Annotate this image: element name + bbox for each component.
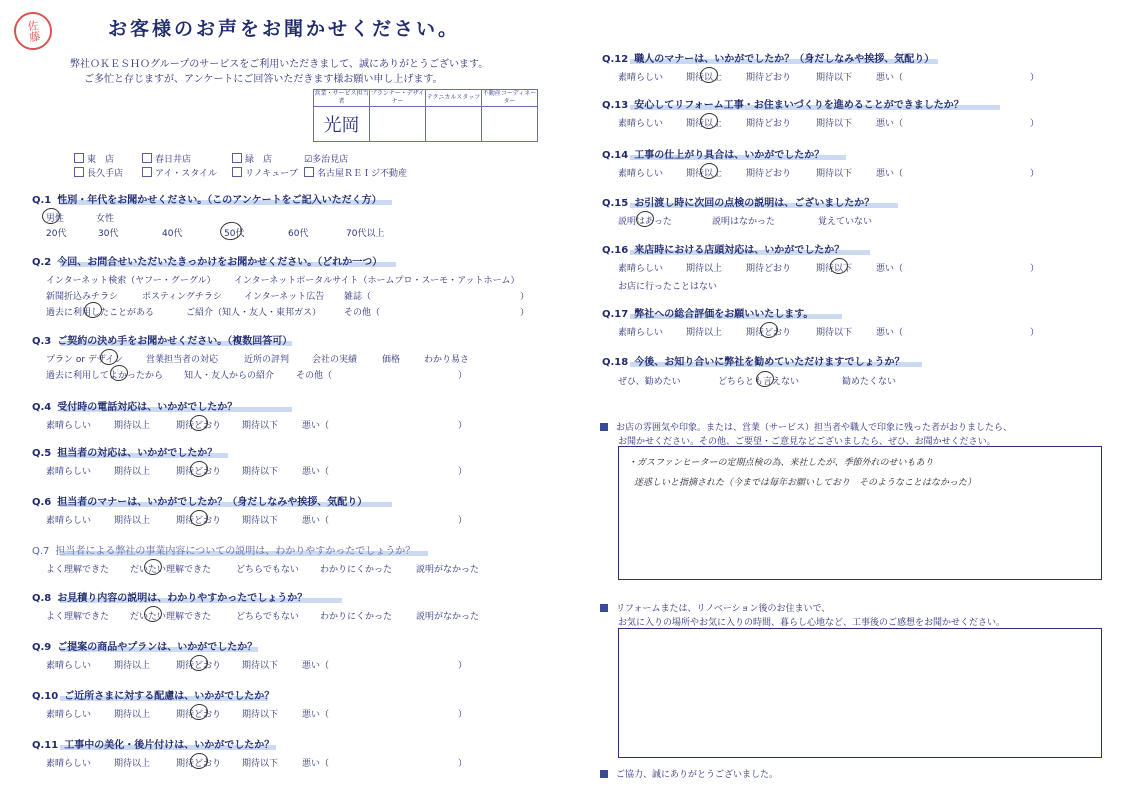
option-good-experience[interactable]: 過去に利用してよかったから (46, 371, 164, 381)
option-other[interactable]: その他（ (296, 371, 333, 381)
staff-header: プランナー・デザイナー (370, 90, 425, 105)
page-title: お客様のお声をお聞かせください。 (108, 18, 461, 40)
q17-option[interactable]: 期待以下 (816, 328, 853, 338)
q15-option[interactable]: 説明はなかった (712, 217, 776, 227)
store-east[interactable]: 東 店 (74, 152, 114, 165)
option-acquaintance-referral[interactable]: 知人・友人からの紹介 (184, 371, 275, 381)
option-referral[interactable]: ご紹介（知人・友人・東邦ガス） (186, 308, 322, 318)
comment2-heading-2: お気に入りの場所やお気に入りの時間、暮らし心地など、工事後のご感想をお聞かせください。 (618, 618, 1006, 628)
paren-close: ） (1030, 264, 1040, 274)
paren-close: ） (458, 516, 468, 526)
q13-option[interactable]: 素晴らしい (618, 119, 664, 129)
q8-option[interactable]: だいたい理解できた (130, 612, 212, 622)
q9-option[interactable]: 素晴らしい (46, 661, 92, 671)
comment1-handwriting-1: ・ガスファンヒーターの定期点検の為、来社したが、季節外れのせいもあり (628, 458, 934, 468)
paren-close: ） (1030, 73, 1040, 83)
option-50s[interactable]: 50代 (224, 229, 245, 239)
option-female[interactable]: 女性 (96, 214, 115, 224)
question-q9: Q.9 ご提案の商品やプランは、いかがでしたか？ (32, 642, 258, 653)
q4-option[interactable]: 期待以下 (242, 421, 279, 431)
q6-option[interactable]: 期待どおり (176, 516, 222, 526)
q18-option[interactable]: ぜひ、勧めたい (618, 377, 681, 387)
q18-option[interactable]: 勧めたくない (842, 377, 897, 387)
q5-option[interactable]: 悪い（ (302, 467, 330, 477)
option-reputation[interactable]: 近所の評判 (244, 355, 290, 365)
q16-no-visit[interactable]: お店に行ったことはない (618, 282, 718, 292)
store-tajimi[interactable]: ☑多治見店 (304, 155, 349, 165)
option-30s[interactable]: 30代 (98, 229, 119, 239)
q11-option[interactable]: 期待どおり (176, 759, 222, 769)
question-q11: Q.11 工事中の美化・後片付けは、いかがでしたか？ (32, 740, 275, 751)
question-q12: Q.12 職人のマナーは、いかがでしたか？（身だしなみや挨拶、気配り） (602, 54, 935, 65)
q16-option[interactable]: 期待以上 (686, 264, 723, 274)
paren-close: ） (1030, 328, 1040, 338)
question-q7: Q.7 担当者による弊社の事業内容についての説明は、わかりやすかったでしょうか？ (32, 546, 416, 557)
question-q4: Q.4 受付時の電話対応は、いかがでしたか？ (32, 402, 238, 413)
paren-close: ） (520, 292, 530, 302)
square-bullet-icon (600, 604, 608, 612)
q7-option[interactable]: どちらでもない (236, 565, 299, 575)
comment1-heading-2: お聞かせください。その他、ご要望・ご意見などございましたら、ぜひ、お聞かせください。 (618, 437, 996, 447)
comment1-handwriting-2: 迷惑しいと指摘された（今までは毎年お願いしており そのようなことはなかった） (634, 478, 977, 488)
q4-option[interactable]: 期待以上 (114, 421, 151, 431)
q10-option[interactable]: 悪い（ (302, 710, 330, 720)
store-renocube[interactable]: リノキューブ (232, 166, 298, 179)
intro-line-2: ご多忙と存じますが、アンケートにご回答いただきます様お願い申し上げます。 (84, 74, 443, 85)
q12-option[interactable]: 期待以上 (686, 73, 723, 83)
q8-option[interactable]: 説明がなかった (416, 612, 480, 622)
option-clarity[interactable]: わかり易さ (424, 355, 470, 365)
q6-option[interactable]: 素晴らしい (46, 516, 92, 526)
checkbox-icon (232, 167, 242, 177)
q9-option[interactable]: 期待どおり (176, 661, 222, 671)
option-60s[interactable]: 60代 (288, 229, 309, 239)
q10-option[interactable]: 素晴らしい (46, 710, 92, 720)
square-bullet-icon (600, 770, 608, 778)
question-q6: Q.6 担当者のマナーは、いかがでしたか？（身だしなみや挨拶、気配り） (32, 497, 368, 508)
q16-option[interactable]: 期待以下 (816, 264, 853, 274)
option-magazine[interactable]: 雑誌（ (344, 292, 372, 302)
q18-option[interactable]: どちらとも言えない (718, 377, 800, 387)
q6-option[interactable]: 期待以下 (242, 516, 279, 526)
q9-option[interactable]: 期待以上 (114, 661, 151, 671)
q14-option[interactable]: 期待以下 (816, 169, 853, 179)
q13-option[interactable]: 期待以上 (686, 119, 723, 129)
question-q1: Q.1 性別・年代をお聞かせください。（このアンケートをご記入いただく方） (32, 195, 382, 206)
option-past-use[interactable]: 過去に利用したことがある (46, 308, 155, 318)
q17-option[interactable]: 期待以上 (686, 328, 723, 338)
q5-option[interactable]: 期待どおり (176, 467, 222, 477)
option-male[interactable]: 男性 (46, 214, 65, 224)
q5-option[interactable]: 期待以下 (242, 467, 279, 477)
question-q13: Q.13 安心してリフォーム工事・お住まいづくりを進めることができましたか？ (602, 100, 964, 111)
q14-option[interactable]: 素晴らしい (618, 169, 664, 179)
checkbox-icon (232, 153, 242, 163)
q8-option[interactable]: どちらでもない (236, 612, 299, 622)
staff-value-technical[interactable] (426, 107, 482, 142)
q13-option[interactable]: 期待どおり (746, 119, 792, 129)
staff-table (313, 89, 538, 142)
question-q14: Q.14 工事の仕上がり具合は、いかがでしたか？ (602, 150, 825, 161)
q12-option[interactable]: 素晴らしい (618, 73, 664, 83)
store-nagakute[interactable]: 長久手店 (74, 166, 123, 179)
question-q5: Q.5 担当者の対応は、いかがでしたか？ (32, 448, 218, 459)
option-plan-design[interactable]: プラン or デザイン (46, 355, 124, 365)
option-40s[interactable]: 40代 (162, 229, 183, 239)
square-bullet-icon (600, 423, 608, 431)
question-q10: Q.10 ご近所さまに対する配慮は、いかがでしたか？ (32, 691, 275, 702)
option-70s-plus[interactable]: 70代以上 (346, 229, 385, 239)
option-other[interactable]: その他（ (344, 308, 381, 318)
question-q18: Q.18 今後、お知り合いに弊社を勧めていただけますでしょうか？ (602, 357, 905, 368)
store-nagoya-rei[interactable]: 名古屋ＲＥＩジ不動産 (304, 166, 407, 179)
paren-close: ） (520, 308, 530, 318)
q8-option[interactable]: よく理解できた (46, 612, 110, 622)
q4-option[interactable]: 期待どおり (176, 421, 222, 431)
staff-header: 営業・サービス担当者 (314, 90, 369, 105)
comment2-box[interactable] (618, 628, 1102, 758)
paren-close: ） (458, 467, 468, 477)
store-kasugai[interactable]: 春日井店 (142, 152, 191, 165)
q12-option[interactable]: 悪い（ (876, 73, 904, 83)
checkbox-icon (304, 167, 314, 177)
question-q2: Q.2 今回、お問合せいただいたきっかけをお聞かせください。（どれか一つ） (32, 257, 383, 268)
comment2-heading-1: リフォームまたは、リノベーション後のお住まいで、 (600, 601, 830, 614)
question-q8: Q.8 お見積り内容の説明は、わかりやすかったでしょうか？ (32, 593, 308, 604)
q5-option[interactable]: 期待以上 (114, 467, 151, 477)
q15-option[interactable]: 説明はあった (618, 217, 672, 227)
q11-option[interactable]: 悪い（ (302, 759, 330, 769)
staff-header: テクニカルスタッフ (426, 90, 482, 107)
option-sales-response[interactable]: 営業担当者の対応 (146, 355, 219, 365)
q9-option[interactable]: 期待以下 (242, 661, 279, 671)
q10-option[interactable]: 期待どおり (176, 710, 222, 720)
staff-value-planner[interactable] (370, 107, 426, 142)
intro-line-1: 弊社ＯＫＥＳＨＯグループのサービスをご利用いただきまして、誠にありがとうございます。 (70, 59, 489, 70)
option-20s[interactable]: 20代 (46, 229, 67, 239)
q7-option[interactable]: 説明がなかった (416, 565, 480, 575)
option-portal-site[interactable]: インターネットポータルサイト（ホームプロ・スーモ・アットホーム） (234, 276, 520, 286)
question-q17: Q.17 弊社への総合評価をお願いいたします。 (602, 309, 814, 320)
q10-option[interactable]: 期待以下 (242, 710, 279, 720)
staff-value-realestate[interactable] (482, 107, 538, 142)
checkbox-icon (74, 153, 84, 163)
footer-thanks: ご協力、誠にありがとうございました。 (600, 767, 778, 780)
q7-option[interactable]: だいたい理解できた (130, 565, 212, 575)
q4-option[interactable]: 素晴らしい (46, 421, 92, 431)
option-newspaper-flyer[interactable]: 新聞折込みチラシ (46, 292, 119, 302)
q6-option[interactable]: 期待以上 (114, 516, 151, 526)
staff-value-sales[interactable]: 光岡 (314, 107, 370, 142)
q11-option[interactable]: 期待以上 (114, 759, 151, 769)
paren-close: ） (1030, 169, 1040, 179)
q8-option[interactable]: わかりにくかった (320, 612, 393, 622)
q17-option[interactable]: 期待どおり (746, 328, 792, 338)
q16-option[interactable]: 悪い（ (876, 264, 904, 274)
q11-option[interactable]: 期待以下 (242, 759, 279, 769)
q9-option[interactable]: 悪い（ (302, 661, 330, 671)
q16-option[interactable]: 素晴らしい (618, 264, 664, 274)
q11-option[interactable]: 素晴らしい (46, 759, 92, 769)
question-q15: Q.15 お引渡し時に次回の点検の説明は、ございましたか？ (602, 198, 875, 209)
paren-close: ） (458, 661, 468, 671)
q10-option[interactable]: 期待以上 (114, 710, 151, 720)
q6-option[interactable]: 悪い（ (302, 516, 330, 526)
paren-close: ） (458, 710, 468, 720)
q14-option[interactable]: 悪い（ (876, 169, 904, 179)
checkbox-icon (142, 167, 152, 177)
staff-header: 不動産コーディネーター (482, 90, 537, 105)
q15-option[interactable]: 覚えていない (818, 217, 873, 227)
q16-option[interactable]: 期待どおり (746, 264, 792, 274)
option-internet-search[interactable]: インターネット検索（ヤフー・グーグル） (46, 276, 216, 286)
q14-option[interactable]: 期待以上 (686, 169, 723, 179)
q17-option[interactable]: 悪い（ (876, 328, 904, 338)
q14-option[interactable]: 期待どおり (746, 169, 792, 179)
checkbox-icon (142, 153, 152, 163)
q12-option[interactable]: 期待以下 (816, 73, 853, 83)
paren-close: ） (458, 759, 468, 769)
option-track-record[interactable]: 会社の実績 (312, 355, 358, 365)
q13-option[interactable]: 悪い（ (876, 119, 904, 129)
q5-option[interactable]: 素晴らしい (46, 467, 92, 477)
q13-option[interactable]: 期待以下 (816, 119, 853, 129)
paren-close: ） (1030, 119, 1040, 129)
q12-option[interactable]: 期待どおり (746, 73, 792, 83)
paren-close: ） (458, 421, 468, 431)
store-istyle[interactable]: アイ・スタイル (142, 166, 217, 179)
question-q16: Q.16 来店時における店頭対応は、いかがでしたか？ (602, 245, 845, 256)
option-posting-flyer[interactable]: ポスティングチラシ (142, 292, 222, 302)
comment1-heading-1: お店の雰囲気や印象。または、営業（サービス）担当者や職人で印象に残った者がおりましたら、 (600, 420, 1012, 433)
q7-option[interactable]: よく理解できた (46, 565, 110, 575)
q4-option[interactable]: 悪い（ (302, 421, 330, 431)
q17-option[interactable]: 素晴らしい (618, 328, 664, 338)
question-q3: Q.3 ご契約の決め手をお聞かせください。（複数回答可） (32, 336, 293, 347)
q7-option[interactable]: わかりにくかった (320, 565, 393, 575)
option-internet-ad[interactable]: インターネット広告 (244, 292, 325, 302)
name-seal-stamp: 佐藤 (12, 10, 55, 53)
store-midori[interactable]: 緑 店 (232, 152, 272, 165)
paren-close: ） (458, 371, 468, 381)
option-price[interactable]: 価格 (382, 355, 401, 365)
checkbox-icon (74, 167, 84, 177)
